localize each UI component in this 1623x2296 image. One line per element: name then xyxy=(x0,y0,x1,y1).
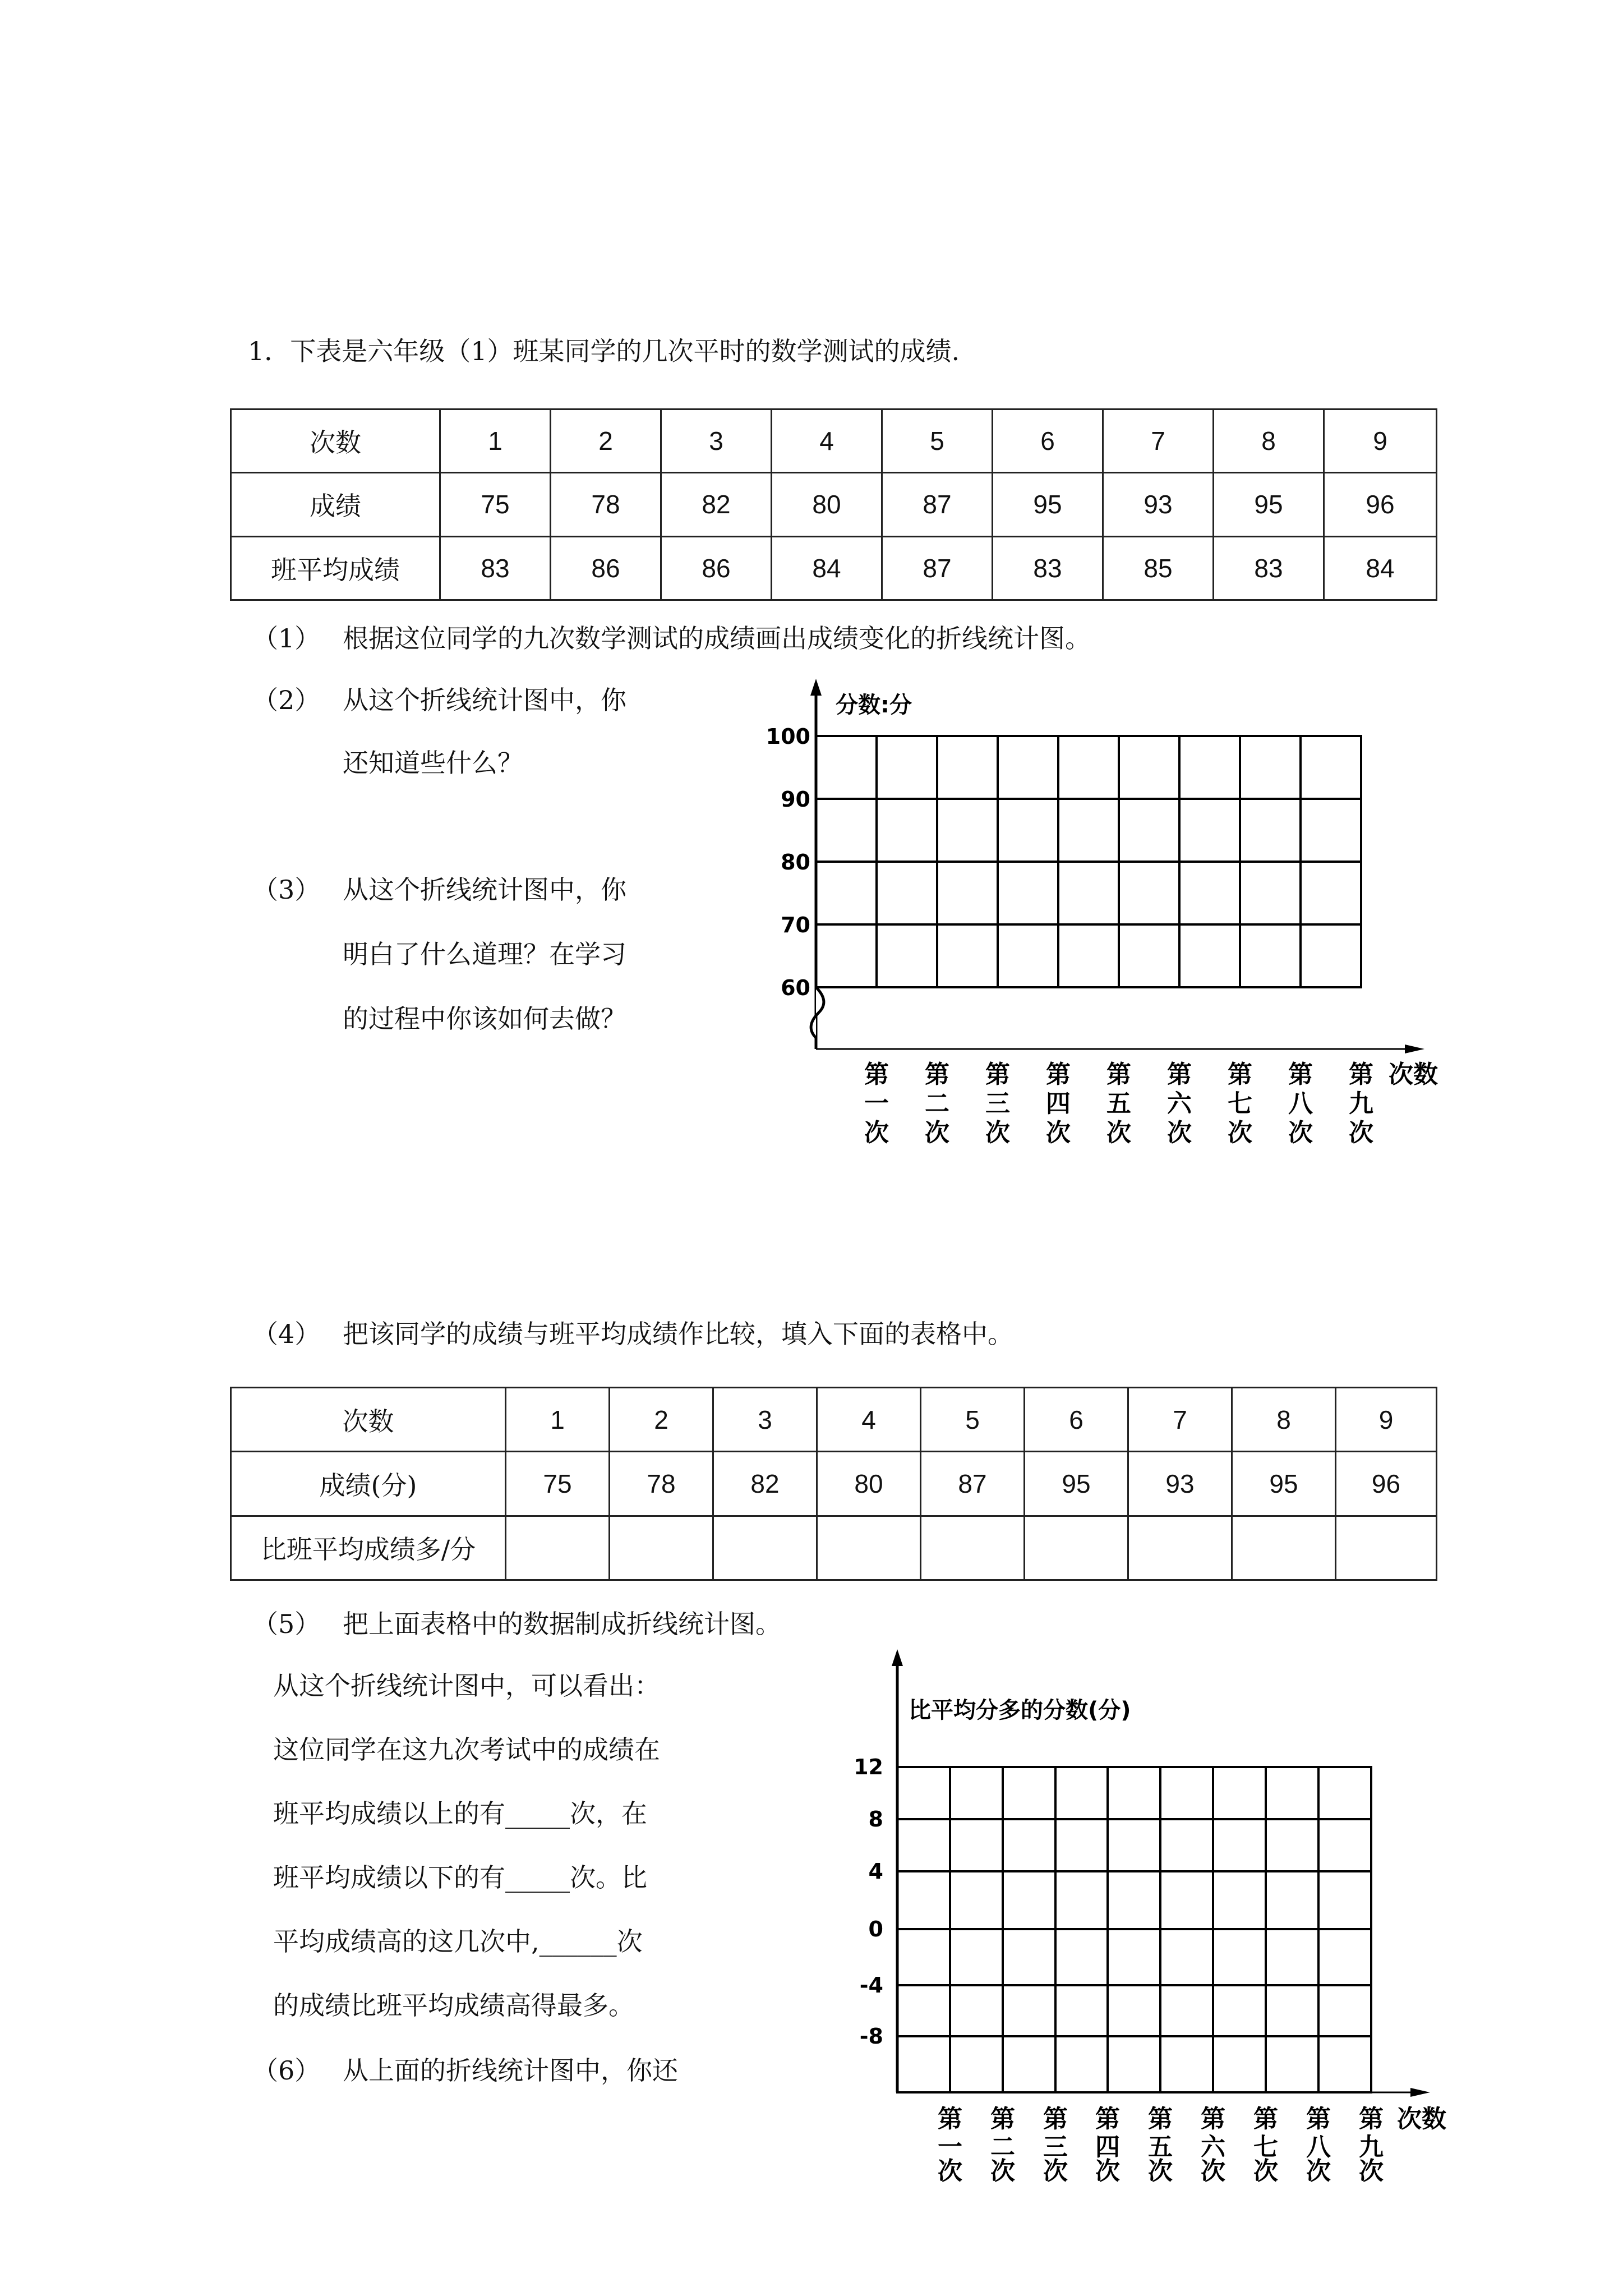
table-cell: 96 xyxy=(1336,1452,1437,1516)
answer-cell[interactable] xyxy=(1128,1516,1232,1580)
x-tick-label xyxy=(990,2105,1015,2182)
x-tick-label xyxy=(1201,2105,1226,2182)
y-tick-label: 12 xyxy=(854,1755,883,1779)
x-tick-char: 第 xyxy=(1359,2105,1384,2133)
x-tick-label xyxy=(1095,2105,1120,2182)
table-cell: 83 xyxy=(1214,536,1324,600)
answer-cell[interactable] xyxy=(1232,1516,1336,1580)
answer-cell[interactable] xyxy=(1025,1516,1128,1580)
table-cell: 95 xyxy=(1232,1452,1336,1516)
sub4-number: （4） xyxy=(252,1319,321,1349)
x-tick-label xyxy=(985,1060,1010,1147)
table-row xyxy=(231,1452,1437,1516)
sub5-line: 的成绩比班平均成绩高得最多。 xyxy=(273,1990,634,2021)
x-tick-label xyxy=(1288,1060,1313,1147)
header-cell: 4 xyxy=(817,1388,921,1452)
x-tick-char: 七 xyxy=(1253,2133,1278,2161)
x-tick-char: 第 xyxy=(1306,2105,1331,2133)
row-label: 成绩 xyxy=(231,473,440,536)
x-tick-char: 次 xyxy=(1043,2157,1068,2182)
x-tick-char: 二 xyxy=(925,1089,949,1118)
header-label: 次数 xyxy=(231,409,440,473)
x-tick-char: 第 xyxy=(1288,1060,1313,1089)
x-tick-char: 四 xyxy=(1046,1089,1071,1118)
x-axis-label: 次数 xyxy=(1389,1060,1438,1089)
x-tick-char: 次 xyxy=(1359,2157,1384,2182)
table-cell: 96 xyxy=(1324,473,1437,536)
x-axis-arrow xyxy=(1410,2088,1430,2097)
x-tick-char: 八 xyxy=(1288,1089,1313,1118)
sub5-line: 班平均成绩以下的有_____次。比 xyxy=(273,1862,647,1893)
table-cell: 86 xyxy=(551,536,661,600)
table-cell: 80 xyxy=(772,473,882,536)
header-cell: 6 xyxy=(1025,1388,1128,1452)
sub5-line: 班平均成绩以上的有_____次，在 xyxy=(273,1798,647,1829)
x-tick-char: 第 xyxy=(1046,1060,1071,1089)
row-label: 成绩(分) xyxy=(231,1452,506,1516)
x-tick-label xyxy=(1306,2105,1331,2182)
x-tick-char: 一 xyxy=(864,1089,889,1118)
table-cell: 84 xyxy=(772,536,882,600)
sub6-text: 从上面的折线统计图中，你还 xyxy=(343,2055,678,2086)
sub5-text: 把上面表格中的数据制成折线统计图。 xyxy=(343,1609,781,1639)
sub1-number: （1） xyxy=(252,623,321,654)
header-cell: 2 xyxy=(610,1388,713,1452)
header-cell: 8 xyxy=(1214,409,1324,473)
table-cell: 83 xyxy=(993,536,1103,600)
x-tick-label xyxy=(1359,2105,1384,2182)
answer-cell[interactable] xyxy=(610,1516,713,1580)
header-cell: 9 xyxy=(1336,1388,1437,1452)
sub5-line: 这位同学在这九次考试中的成绩在 xyxy=(273,1734,660,1765)
x-tick-label xyxy=(1148,2105,1173,2182)
x-tick-char: 第 xyxy=(990,2105,1015,2133)
sub3-number: （3） xyxy=(252,875,321,905)
table-cell: 95 xyxy=(993,473,1103,536)
x-tick-char: 第 xyxy=(1167,1060,1192,1089)
sub5-line: 平均成绩高的这几次中,______次 xyxy=(273,1926,643,1957)
table-row xyxy=(231,536,1437,600)
sub3-line: 明白了什么道理？在学习 xyxy=(343,939,626,969)
comparison-table xyxy=(230,1387,1437,1581)
answer-cell[interactable] xyxy=(921,1516,1025,1580)
sub5-line: 从这个折线统计图中，可以看出： xyxy=(273,1671,660,1701)
header-cell: 9 xyxy=(1324,409,1437,473)
x-tick-char: 四 xyxy=(1095,2133,1120,2161)
x-tick-char: 八 xyxy=(1306,2133,1331,2161)
x-tick-char: 第 xyxy=(1228,1060,1252,1089)
header-cell: 5 xyxy=(882,409,993,473)
x-tick-char: 五 xyxy=(1106,1089,1131,1118)
x-tick-char: 次 xyxy=(1288,1119,1313,1147)
x-tick-char: 第 xyxy=(938,2105,962,2133)
table-cell: 86 xyxy=(661,536,772,600)
x-tick-char: 第 xyxy=(1043,2105,1068,2133)
x-tick-char: 第 xyxy=(1253,2105,1278,2133)
table-cell: 87 xyxy=(882,473,993,536)
question-title: 1．下表是六年级（1）班某同学的几次平时的数学测试的成绩. xyxy=(248,336,960,366)
answer-cell[interactable] xyxy=(817,1516,921,1580)
x-tick-char: 次 xyxy=(1306,2157,1331,2182)
answer-cell[interactable] xyxy=(506,1516,610,1580)
x-tick-char: 次 xyxy=(985,1119,1010,1147)
y-tick-label: -4 xyxy=(859,1973,883,1998)
table-cell: 95 xyxy=(1025,1452,1128,1516)
x-tick-label xyxy=(1167,1060,1192,1147)
x-tick-char: 次 xyxy=(938,2157,962,2182)
header-cell: 3 xyxy=(661,409,772,473)
sub2-number: （2） xyxy=(252,685,321,715)
x-tick-label xyxy=(925,1060,949,1147)
table-cell: 84 xyxy=(1324,536,1437,600)
chart-grid xyxy=(897,1767,1371,2092)
header-cell: 6 xyxy=(993,409,1103,473)
sub6-number: （6） xyxy=(252,2055,321,2086)
sub1-text: 根据这位同学的九次数学测试的成绩画出成绩变化的折线统计图。 xyxy=(343,623,1091,654)
table-cell: 78 xyxy=(551,473,661,536)
y-tick-label: 4 xyxy=(868,1859,883,1884)
x-tick-char: 次 xyxy=(1148,2157,1173,2182)
x-tick-char: 第 xyxy=(1106,1060,1131,1089)
header-label: 次数 xyxy=(231,1388,506,1452)
chart-grid xyxy=(816,736,1361,987)
table-cell: 75 xyxy=(506,1452,610,1516)
answer-cell[interactable] xyxy=(1336,1516,1437,1580)
unit-label: 分数:分 xyxy=(836,692,912,718)
scores-table xyxy=(230,408,1437,601)
header-cell: 1 xyxy=(440,409,551,473)
x-tick-label xyxy=(1043,2105,1068,2182)
answer-cell[interactable] xyxy=(713,1516,817,1580)
x-tick-char: 次 xyxy=(864,1119,889,1147)
table-cell: 87 xyxy=(921,1452,1025,1516)
header-cell: 8 xyxy=(1232,1388,1336,1452)
x-tick-char: 三 xyxy=(1043,2133,1068,2161)
x-tick-char: 九 xyxy=(1349,1089,1373,1118)
x-tick-label xyxy=(1228,1060,1252,1147)
x-tick-label xyxy=(1046,1060,1071,1147)
y-tick-label: -8 xyxy=(859,2024,883,2049)
table-cell: 93 xyxy=(1128,1452,1232,1516)
y-tick-label: 80 xyxy=(781,850,810,875)
table-row xyxy=(231,1516,1437,1580)
row-label: 班平均成绩 xyxy=(231,536,440,600)
x-tick-char: 次 xyxy=(1349,1119,1373,1147)
x-tick-char: 六 xyxy=(1201,2133,1225,2161)
x-tick-char: 二 xyxy=(990,2133,1015,2161)
x-tick-char: 第 xyxy=(1095,2105,1120,2133)
y-tick-label: 90 xyxy=(781,787,810,812)
unit-label: 比平均分多的分数(分) xyxy=(909,1697,1131,1723)
y-axis-arrow xyxy=(892,1649,903,1666)
x-tick-char: 第 xyxy=(1349,1060,1373,1089)
x-tick-char: 第 xyxy=(1201,2105,1225,2133)
table-header-row xyxy=(231,1388,1437,1452)
table-cell: 75 xyxy=(440,473,551,536)
table-cell: 83 xyxy=(440,536,551,600)
x-tick-char: 第 xyxy=(864,1060,889,1089)
table-header-row xyxy=(231,409,1437,473)
x-tick-char: 次 xyxy=(925,1119,949,1147)
table-cell: 93 xyxy=(1103,473,1214,536)
header-cell: 2 xyxy=(551,409,661,473)
table-cell: 82 xyxy=(713,1452,817,1516)
x-tick-char: 七 xyxy=(1228,1089,1252,1118)
x-tick-char: 六 xyxy=(1167,1089,1192,1118)
x-tick-char: 次 xyxy=(1201,2157,1225,2182)
sub5-number: （5） xyxy=(252,1609,321,1639)
x-tick-char: 次 xyxy=(1095,2157,1120,2182)
x-tick-char: 第 xyxy=(925,1060,949,1089)
x-tick-char: 次 xyxy=(1046,1119,1071,1147)
x-tick-char: 第 xyxy=(1148,2105,1173,2133)
table-cell: 87 xyxy=(882,536,993,600)
table-cell: 85 xyxy=(1103,536,1214,600)
x-axis-arrow xyxy=(1405,1045,1424,1053)
x-axis-label: 次数 xyxy=(1397,2105,1446,2133)
x-tick-char: 次 xyxy=(1228,1119,1252,1147)
table-row xyxy=(231,473,1437,536)
sub2-line: 还知道些什么？ xyxy=(343,748,523,778)
table-cell: 80 xyxy=(817,1452,921,1516)
x-tick-label xyxy=(864,1060,889,1147)
score-line-chart-grid xyxy=(729,673,1469,1167)
table-cell: 95 xyxy=(1214,473,1324,536)
x-tick-char: 次 xyxy=(1253,2157,1278,2182)
header-cell: 4 xyxy=(772,409,882,473)
sub2-line: 从这个折线统计图中，你 xyxy=(343,685,626,715)
x-tick-char: 五 xyxy=(1148,2133,1173,2161)
x-tick-char: 一 xyxy=(938,2133,962,2161)
header-cell: 1 xyxy=(506,1388,610,1452)
sub3-line: 的过程中你该如何去做？ xyxy=(343,1004,626,1034)
sub3-line: 从这个折线统计图中，你 xyxy=(343,875,626,905)
header-cell: 3 xyxy=(713,1388,817,1452)
difference-line-chart-grid xyxy=(808,1644,1492,2182)
x-tick-label xyxy=(1349,1060,1373,1147)
header-cell: 7 xyxy=(1128,1388,1232,1452)
table-cell: 82 xyxy=(661,473,772,536)
y-tick-label: 0 xyxy=(868,1917,883,1941)
row-label: 比班平均成绩多/分 xyxy=(231,1516,506,1580)
y-axis-arrow xyxy=(810,679,822,696)
table-cell: 78 xyxy=(610,1452,713,1516)
x-tick-label xyxy=(938,2105,962,2182)
x-tick-char: 三 xyxy=(985,1089,1010,1118)
header-cell: 5 xyxy=(921,1388,1025,1452)
x-tick-char: 次 xyxy=(1167,1119,1192,1147)
y-tick-label: 8 xyxy=(868,1807,883,1832)
header-cell: 7 xyxy=(1103,409,1214,473)
x-tick-char: 次 xyxy=(990,2157,1015,2182)
x-tick-label xyxy=(1253,2105,1278,2182)
y-tick-label: 70 xyxy=(781,913,810,937)
x-tick-char: 九 xyxy=(1359,2133,1384,2161)
x-tick-char: 次 xyxy=(1106,1119,1131,1147)
y-tick-label: 60 xyxy=(781,976,810,1000)
sub4-text: 把该同学的成绩与班平均成绩作比较，填入下面的表格中。 xyxy=(343,1319,1013,1349)
y-tick-label: 100 xyxy=(766,724,810,749)
x-tick-label xyxy=(1106,1060,1131,1147)
x-tick-char: 第 xyxy=(985,1060,1010,1089)
